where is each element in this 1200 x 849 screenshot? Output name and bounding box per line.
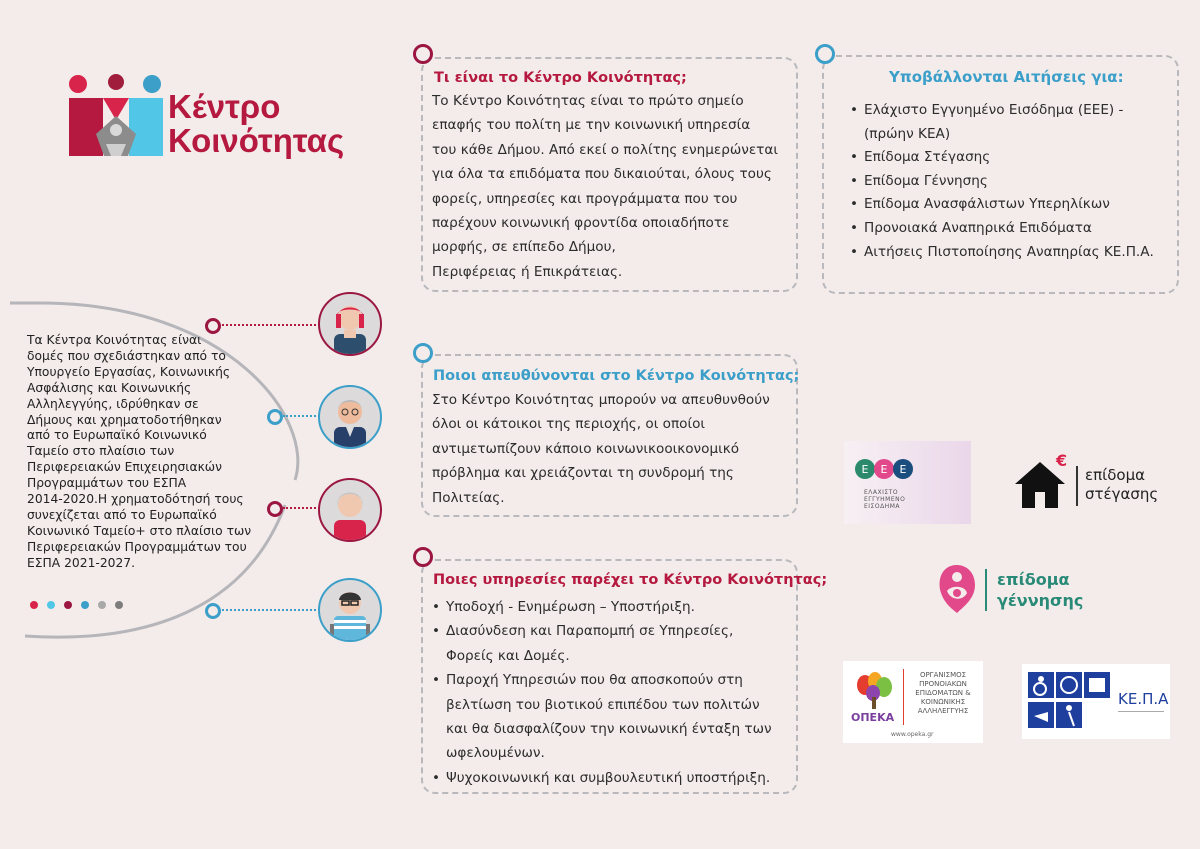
left-line: Ταμείο στο πλαίσιο των	[27, 444, 175, 459]
connector-line	[283, 415, 320, 417]
opeka-name: ΟΠΕΚΑ	[851, 711, 895, 724]
avatar-disabled-person	[318, 578, 382, 642]
community-center-logo-icon	[66, 72, 166, 158]
accessibility-icons	[1028, 672, 1112, 732]
color-dot	[30, 601, 38, 609]
what-is-line: για όλα τα επιδόματα που δικαιούται, όλους τους	[432, 166, 772, 183]
who-line: Στο Κέντρο Κοινότητας μπορούν να απευθυνθούν	[432, 392, 770, 408]
birth-line-2: γέννησης	[997, 591, 1084, 610]
what-is-marker	[413, 44, 433, 64]
applications-title: Υποβάλλονται Αιτήσεις για:	[889, 68, 1124, 86]
applications-item: • Επίδομα Στέγασης	[850, 146, 1154, 170]
left-line: δομές που σχεδιάστηκαν από το	[27, 348, 226, 363]
mother-baby-icon	[935, 563, 979, 615]
what-is-line: μορφής, σε επίπεδο Δήμου,	[432, 239, 616, 256]
what-is-line: παρέχουν κοινωνική φροντίδα οποιαδήποτε	[432, 215, 730, 232]
left-line: από το Ευρωπαϊκό Κοινωνικό	[27, 428, 207, 443]
elderly-woman-icon	[320, 480, 380, 540]
who-line: αντιμετωπίζουν κάποιο κοινωνικοοικονομικό	[432, 440, 740, 457]
services-item: • Παροχή Υπηρεσιών που θα αποσκοπούν στη βελτίωση του βιοτικού επιπέδου των πολιτών και θα διασφαλίζουν την κοινωνική ένταξη των ωφελουμένων.	[432, 668, 772, 766]
house-icon	[1012, 452, 1070, 510]
kepa-logo	[1022, 664, 1170, 739]
services-marker	[413, 547, 433, 567]
eee-letter: Ε	[899, 463, 907, 476]
left-line: συνεχίζεται από το Ευρωπαϊκό	[27, 507, 217, 522]
left-line: Αλληλεγγύης, ιδρύθηκαν σε	[27, 396, 199, 411]
connector-line	[283, 507, 320, 509]
euro-icon: €	[1056, 452, 1068, 470]
what-is-line: φορείς, υπηρεσίες και προγράμματα που του	[432, 190, 738, 207]
who-marker	[413, 343, 433, 363]
applications-item: • Επίδομα Ανασφάλιστων Υπερηλίκων	[850, 193, 1154, 217]
what-is-body	[432, 89, 778, 284]
housing-line-1: επίδομα	[1085, 466, 1145, 484]
opeka-logo	[843, 661, 983, 743]
who-line: Πολιτείας.	[432, 489, 505, 506]
what-is-line: Το Κέντρο Κοινότητας είναι το πρώτο σημείο	[432, 93, 744, 109]
left-line: ΕΣΠΑ 2021-2027.	[27, 555, 136, 570]
who-line: όλοι οι κάτοικοι της περιοχής, οι οποίοι	[432, 416, 705, 433]
left-line: Κοινωνικό Ταμείο+ στο πλαίσιο των	[27, 523, 252, 538]
services-item: • Υποδοχή - Ενημέρωση – Υποστήριξη.	[432, 595, 772, 619]
color-dot	[47, 601, 55, 609]
left-line: Δήμους και χρηματοδοτήθηκαν	[27, 412, 222, 427]
services-item: • Διασύνδεση και Παραπομπή σε Υπηρεσίες, Φορείς και Δομές.	[432, 619, 772, 668]
color-dot	[115, 601, 123, 609]
logo-line-1: Κέντρο	[168, 88, 281, 125]
eee-letter: Ε	[880, 463, 888, 476]
avatar-young-woman	[318, 292, 382, 356]
wheelchair-person-icon	[320, 580, 380, 640]
opeka-url: www.opeka.gr	[891, 731, 934, 738]
eee-circles-icon	[854, 457, 914, 481]
opeka-text: ΟΡΓΑΝΙΣΜΟΣ ΠΡΟΝΟΙΑΚΩΝ ΕΠΙΔΟΜΑΤΩΝ & ΚΟΙΝΩΝΙΚΗΣ ΑΛΛΗΛΕΓΓΥΗΣ	[915, 671, 971, 715]
logo-line-2: Κοινότητας	[168, 122, 345, 159]
applications-item: • Επίδομα Γέννησης	[850, 170, 1154, 194]
left-line: Τα Κέντρα Κοινότητας είναι	[27, 333, 202, 347]
applications-item: • Αιτήσεις Πιστοποίησης Αναπηρίας ΚΕ.Π.Α.	[850, 241, 1154, 265]
eee-letter: Ε	[861, 463, 869, 476]
what-is-title: Τι είναι το Κέντρο Κοινότητας;	[434, 70, 687, 86]
services-list	[432, 595, 772, 790]
who-body	[432, 388, 770, 510]
who-line: πρόβλημα και χρειάζονται τη συνδρομή της	[432, 465, 734, 482]
what-is-line: του κάθε Δήμου. Από εκεί ο πολίτης ενημερώνεται	[432, 141, 778, 158]
avatar-elderly-woman	[318, 478, 382, 542]
birth-logo	[935, 563, 1095, 619]
avatar-elderly-man	[318, 385, 382, 449]
applications-marker	[815, 44, 835, 64]
applications-list	[850, 99, 1154, 264]
connector-dot	[205, 603, 221, 619]
opeka-divider	[903, 669, 904, 725]
housing-logo	[1012, 452, 1162, 512]
kepa-underline	[1118, 711, 1164, 712]
color-dot	[81, 601, 89, 609]
connector-dot	[267, 409, 283, 425]
housing-line-2: στέγασης	[1085, 485, 1159, 503]
services-item: • Ψυχοκοινωνική και συμβουλευτική υποστήριξη.	[432, 766, 772, 790]
what-is-line: Περιφέρειας ή Επικράτειας.	[432, 263, 623, 280]
connector-line	[222, 609, 320, 611]
young-woman-icon	[320, 294, 380, 354]
left-line: Υπουργείο Εργασίας, Κοινωνικής	[27, 364, 231, 379]
connector-dot	[205, 318, 221, 334]
left-line: 2014-2020.Η χρηματοδότησή τους	[27, 492, 244, 507]
housing-divider	[1076, 466, 1078, 506]
birth-line-1: επίδομα	[997, 570, 1070, 589]
eee-text: ΕΛΑΧΙΣΤΟ ΕΓΓΥΗΜΕΝΟ ΕΙΣΟΔΗΜΑ	[864, 489, 906, 510]
services-title: Ποιες υπηρεσίες παρέχει το Κέντρο Κοινότητας;	[433, 572, 828, 588]
left-line: Περιφερειακών Επιχειρησιακών	[27, 460, 222, 475]
kepa-name: ΚΕ.Π.Α	[1118, 690, 1169, 708]
applications-item: • Ελάχιστο Εγγυημένο Εισόδημα (ΕΕΕ) - (πρώην ΚΕΑ)	[850, 99, 1154, 146]
what-is-line: επαφής του πολίτη με την κοινωνική υπηρεσία	[432, 117, 751, 134]
elderly-man-icon	[320, 387, 380, 447]
opeka-tree-icon	[851, 671, 897, 711]
eee-logo	[844, 441, 971, 524]
color-dot	[64, 601, 72, 609]
left-description	[27, 333, 267, 572]
applications-item: • Προνοιακά Αναπηρικά Επιδόματα	[850, 217, 1154, 241]
logo	[66, 72, 345, 160]
left-line: Ασφάλισης και Κοινωνικής	[27, 380, 192, 395]
connector-dot	[267, 501, 283, 517]
birth-divider	[985, 569, 987, 611]
color-dot	[98, 601, 106, 609]
left-line: Προγραμμάτων του ΕΣΠΑ	[27, 476, 187, 491]
left-line: Περιφερειακών Προγραμμάτων του	[27, 539, 247, 554]
who-title: Ποιοι απευθύνονται στο Κέντρο Κοινότητας;	[433, 368, 800, 384]
connector-line	[222, 324, 320, 326]
